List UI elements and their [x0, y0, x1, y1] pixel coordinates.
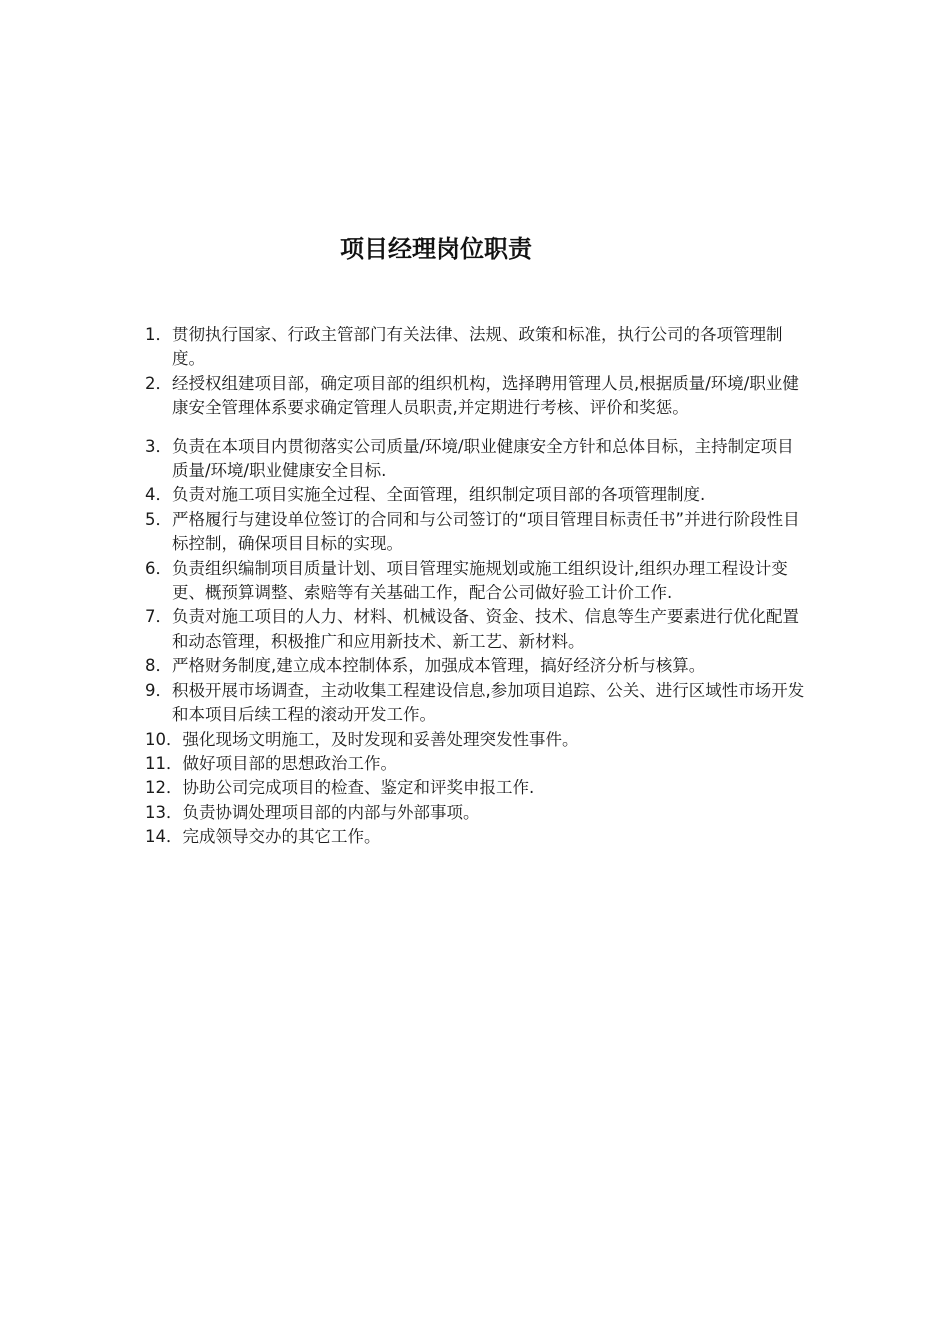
list-item — [145, 323, 810, 372]
item-text: 贯彻执行国家、行政主管部门有关法律、法规、政策和标准，执行公司的各项管理制度。 — [172, 325, 783, 369]
item-number: 11． — [145, 753, 183, 773]
list-item — [145, 508, 810, 557]
item-number: 8． — [145, 656, 172, 676]
list-item — [145, 728, 810, 752]
item-text: 负责对施工项目实施全过程、全面管理，组织制定项目部的各项管理制度. — [172, 485, 706, 505]
list-item — [145, 605, 810, 654]
item-text: 严格履行与建设单位签订的合同和与公司签订的“项目管理目标责任书”并进行阶段性目标控制，确保项目目标的实现。 — [172, 509, 800, 554]
item-number: 13． — [145, 802, 183, 822]
item-text: 负责在本项目内贯彻落实公司质量/环境/职业健康安全方针和总体目标，主持制定项目质量/环境/职业健康安全目标. — [172, 436, 794, 481]
item-text: 经授权组建项目部，确定项目部的组织机构，选择聘用管理人员,根据质量/环境/职业健康安全管理体系要求确定管理人员职责,并定期进行考核、评价和奖惩。 — [172, 373, 799, 418]
page-title: 项目经理岗位职责 — [340, 235, 532, 263]
list-item — [145, 801, 810, 825]
item-text: 做好项目部的思想政治工作。 — [182, 753, 397, 773]
item-text: 积极开展市场调查，主动收集工程建设信息,参加项目追踪、公关、进行区域性市场开发和本项目后续工程的滚动开发工作。 — [172, 680, 805, 725]
item-number: 6． — [145, 558, 172, 578]
item-number: 7． — [145, 607, 172, 627]
item-number: 12． — [145, 778, 183, 798]
item-text: 负责协调处理项目部的内部与外部事项。 — [182, 802, 480, 822]
item-number: 1． — [145, 325, 172, 344]
list-item — [145, 776, 810, 800]
list-item — [145, 654, 810, 678]
list-item — [145, 372, 810, 421]
list-item — [145, 825, 810, 849]
list-item — [145, 752, 810, 776]
item-text: 负责组织编制项目质量计划、项目管理实施规划或施工组织设计,组织办理工程设计变更、概预算调整、索赔等有关基础工作，配合公司做好验工计价工作. — [172, 558, 788, 603]
item-number: 4． — [145, 485, 172, 505]
item-number: 14． — [145, 827, 183, 847]
item-text: 强化现场文明施工，及时发现和妥善处理突发性事件。 — [182, 729, 579, 749]
duty-list — [145, 323, 810, 850]
item-text: 严格财务制度,建立成本控制体系，加强成本管理，搞好经济分析与核算。 — [172, 656, 706, 676]
item-number: 9． — [145, 680, 172, 700]
item-text: 负责对施工项目的人力、材料、机械设备、资金、技术、信息等生产要素进行优化配置和动态管理，积极推广和应用新技术、新工艺、新材料。 — [172, 607, 799, 651]
item-text: 协助公司完成项目的检查、鉴定和评奖申报工作. — [182, 778, 535, 798]
list-item — [145, 557, 810, 606]
item-number: 10． — [145, 729, 183, 749]
list-item — [145, 483, 810, 507]
list-item — [145, 435, 810, 484]
item-number: 5． — [145, 509, 172, 529]
item-text: 完成领导交办的其它工作。 — [182, 827, 381, 847]
item-number: 3． — [145, 436, 172, 456]
item-number: 2． — [145, 373, 172, 393]
list-item — [145, 679, 810, 728]
